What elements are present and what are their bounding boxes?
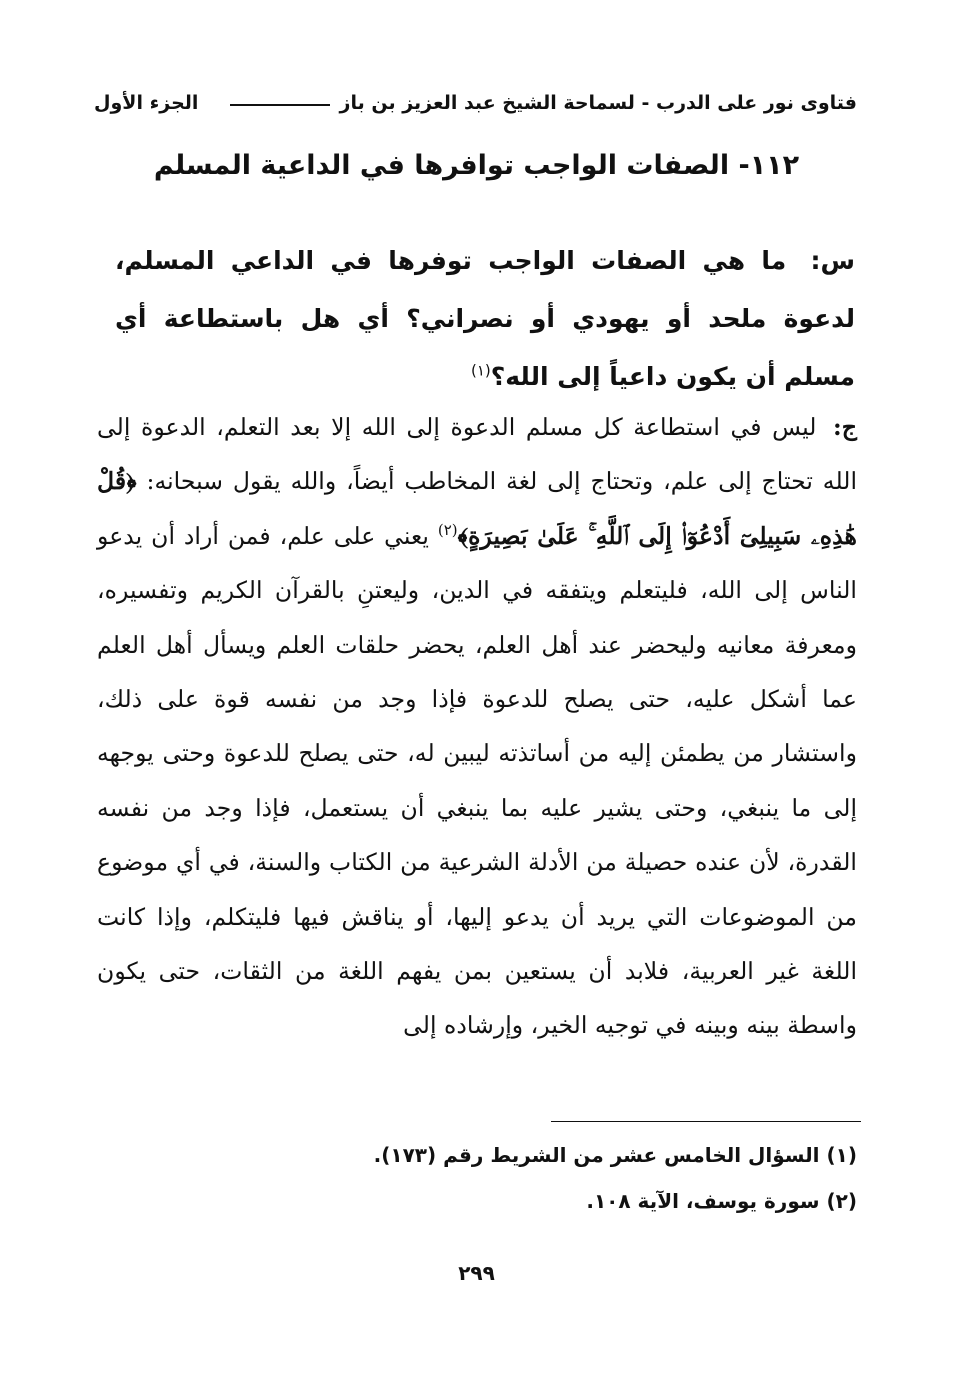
- question-lead: س:: [810, 246, 855, 275]
- header-volume: الجزء الأول: [94, 92, 199, 114]
- ayah-open-bracket: ﴿: [126, 467, 137, 496]
- section-title: ١١٢- الصفات الواجب توافرها في الداعية المسلم: [153, 150, 800, 181]
- question-text: ما هي الصفات الواجب توفرها في الداعي المسلم، لدعوة ملحد أو يهودي أو نصراني؟ أي هل باستطاعة أي مسلم أن يكون داعياً إلى الله؟: [115, 246, 855, 391]
- answer-block: [97, 400, 857, 1053]
- running-header: [94, 86, 857, 120]
- footnote-separator: [551, 1121, 861, 1122]
- ayah-footnote-ref: (٢): [437, 520, 458, 539]
- question-block: [115, 232, 855, 406]
- answer-text-part2: يعني على علم، فمن أراد أن يدعو الناس إلى الله، فليتعلم ويتفقه في الدين، وليعتنِ بالقرآن الكريم وتفسيره، ومعرفة معانيه وليحضر عند أهل العلم، يحضر حلقات العلم ويسأل أهل العلم عما أشكل عليه، حتى يصلح للدعوة فإذا وجد من نفسه قوة على ذلك، واستشار من يطمئن إليه من أساتذته ليبين له، حتى يصلح للدعوة وحتى يوجهه إلى ما ينبغي، وحتى يشير عليه بما ينبغي أن يستعمل، فإذا وجد من نفسه القدرة، لأن عنده حصيلة من الأدلة الشرعية من الكتاب والسنة، في أي موضوع من الموضوعات التي يريد أن يدعو إليها، أو يناقش فيها فليتكلم، وإذا كانت اللغة غير العربية، فلابد أن يستعين بمن يفهم اللغة من الثقات، حتى يكون واسطة بينه وبينه في توجيه الخير، وإرشاده إلى: [97, 521, 857, 1040]
- header-dash-rule: [230, 104, 330, 106]
- answer-lead: ج:: [833, 413, 857, 441]
- answer-text-part1: ليس في استطاعة كل مسلم الدعوة إلى الله إلا بعد التعلم، الدعوة إلى الله تحتاج إلى علم، وتحتاج إلى لغة المخاطب أيضاً، والله يقول سبحانه:: [97, 413, 858, 496]
- question-footnote-ref: (١): [470, 361, 491, 380]
- page-number: ٢٩٩: [458, 1261, 495, 1285]
- quran-ayah: قُلْ هَٰذِهِۦ سَبِيلِىٓ أَدْعُوٓا۟ إِلَى ٱللَّهِ ۚ عَلَىٰ بَصِيرَةٍ: [97, 467, 857, 550]
- footnote-1: (١) السؤال الخامس عشر من الشريط رقم (١٧٣).: [373, 1143, 857, 1167]
- header-book-title-group: [230, 92, 857, 114]
- footnotes: [97, 1132, 857, 1224]
- ayah-close-bracket: ﴾: [457, 521, 469, 550]
- header-book-title: فتاوى نور على الدرب - لسماحة الشيخ عبد العزيز بن باز: [339, 92, 857, 114]
- footnote-2: (٢) سورة يوسف، الآية ١٠٨.: [586, 1189, 857, 1213]
